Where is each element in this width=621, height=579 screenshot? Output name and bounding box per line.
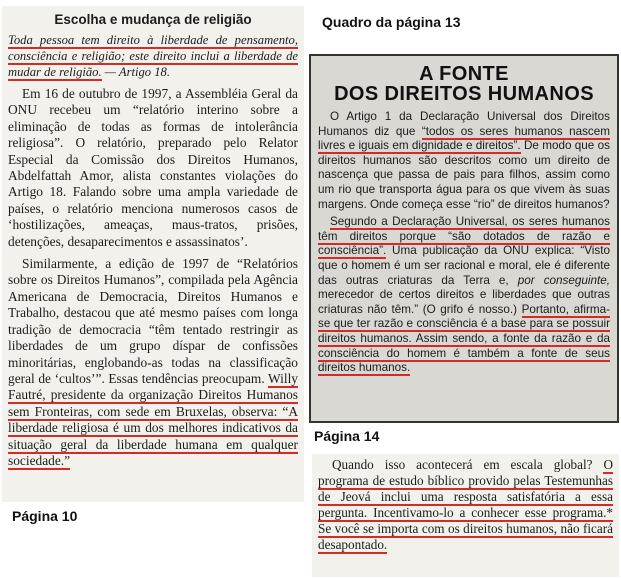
fautre-quote: Willy Fautré, presidente da organização Direitos Humanos sem Fronteiras, com sede em Bruxelas, observa: “A liberdade religiosa é um dos melhores indicativos da situação geral da liberdade humana em qualquer sociedade.” (8, 370, 299, 468)
page-10-clipping (2, 6, 304, 502)
page-14-clipping (312, 454, 619, 577)
paragraph-1: Em 16 de outubro de 1997, a Assembléia Geral da ONU recebeu um “relatório interino sobre a eliminação de todas as formas de intolerância religiosa”. O relatório, preparado pelo Relator Especial da Comissão dos Direitos Humanos, Abdelfattah Amor, alista constantes violações do Artigo 18. Falando sobre uma ampla variedade de países, o relatório menciona numerosos casos de ‘hostilizações, ameaças, maus-tratos, prisões, detenções, desaparecimentos e assassinatos’. (8, 86, 298, 249)
page-14-highlight: O programa de estudo bíblico provido pelas Testemunhas de Jeová inclui uma resposta satisfatória a essa pergunta. Incentivamo-lo a conhecer esse programa.* Se você se importa com os direitos humanos, não ficará desapontado. (318, 457, 613, 552)
page-14-paragraph (318, 457, 613, 553)
box-p2-highlight-2: Portanto, afirma-se que ter razão e consciência é a base para se possuir direitos humanos. Assim sendo, a fonte da razão e da consciência do homem é também a fonte de seus direitos humanos. (318, 302, 611, 375)
box-title (318, 64, 610, 104)
box-p2-italic: por conseguinte, (517, 273, 610, 287)
box-p2-text-a: Uma publicação da ONU explica: “Visto que o homem é um ser racional e moral, ele é diferente das outras criaturas da Terra e, (318, 244, 610, 287)
page-13-box (309, 54, 619, 423)
box-p2-text-b: merecedor de certos direitos e liberdades que outras criaturas não têm.” (O grifo é nosso.) (318, 288, 610, 316)
box-p1-highlight: “todos os seres humanos nascem livres e iguais em dignidade e direitos”. (318, 124, 610, 153)
article-18-quote (8, 32, 298, 80)
box-paragraph-1 (318, 110, 610, 212)
box-caption: Quadro da página 13 (322, 14, 461, 30)
title-line-2: DOS DIREITOS HUMANOS (334, 83, 594, 105)
page-label-10: Página 10 (12, 508, 78, 524)
page-14-question: Quando isso acontecerá em escala global? (332, 457, 593, 472)
quote-text: Toda pessoa tem direito à liberdade de pensamento, consciência e religião; este direito inclui a liberdade de mudar de religião. (8, 33, 298, 79)
box-p1-text-b: De modo que os direitos humanos são descritos como um direito de nascença que passa de pais para filhos, assim como um rio que transporta água para os que vivem às suas margens. Onde começa esse “rio” de direitos humanos? (318, 139, 610, 211)
quote-source: — Artigo 18. (104, 65, 170, 79)
box-paragraph-2 (318, 215, 610, 376)
paragraph-2 (8, 256, 298, 469)
paragraph-2-text: Similarmente, a edição de 1997 de “Relatórios sobre os Direitos Humanos”, compilada pela Agência Americana de Democracia, Direitos Humanos e Trabalho, destacou que até mesmo países com longa tradição de democracia “têm tentado restringir as liberdades de um grupo díspar de confissões minoritárias, englobando-as todas na classificação geral de ‘cultos’”. Essas tendências preocupam. (8, 256, 298, 386)
section-heading: Escolha e mudança de religião (54, 12, 252, 27)
box-p2-highlight: Segundo a Declaração Universal, os seres humanos têm direitos porque “são dotados de razão e consciência”. (318, 215, 610, 258)
box-p1-text-a: O Artigo 1 da Declaração Universal dos Direitos Humanos diz que (318, 110, 610, 138)
page-label-14: Página 14 (314, 428, 380, 444)
title-line-1: A FONTE (419, 63, 509, 85)
